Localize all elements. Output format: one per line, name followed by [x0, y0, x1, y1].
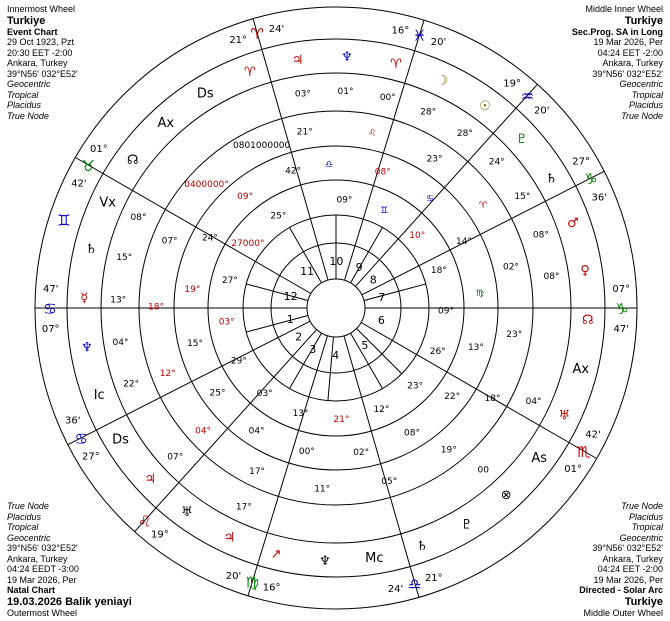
inner-wheel-label: 02° [502, 262, 519, 273]
planet-glyph-icon: As [531, 451, 548, 467]
outermost-wheel-info [7, 501, 132, 618]
cusp-minute: 24' [387, 583, 404, 595]
chart-type: Directed - Solar Arc [579, 585, 663, 595]
planet-degree: 13° [110, 295, 127, 306]
zodiac-setting: Geocentric [619, 532, 663, 543]
inner-wheel-label: 14° [456, 236, 473, 247]
planet-glyph-icon: ♃ [291, 52, 304, 68]
chart-type: Natal Chart [7, 585, 56, 595]
chart-place: Ankara, Turkey [602, 553, 663, 564]
planet-degree: 04° [112, 338, 129, 349]
inner-wheel-label: 10° [409, 230, 426, 241]
planet-degree: 24° [488, 157, 505, 168]
wheel-caption: Outermost Wheel [7, 607, 78, 618]
inner-wheel-label: 13° [467, 343, 484, 354]
cusp-minute: 36' [64, 415, 81, 427]
planet-glyph-icon: Ax [572, 361, 590, 377]
planet-degree: 08° [532, 230, 549, 241]
inner-wheel-labels [148, 128, 522, 495]
inner-wheel-label: 25° [209, 388, 226, 399]
wheel-caption: Middle Inner Wheel [585, 4, 663, 14]
chart-name: 19.03.2026 Balik yeniayi [7, 595, 132, 608]
cusp-minute: 47' [42, 284, 59, 296]
inner-wheel-label: 12° [159, 368, 176, 379]
planet-glyph-icon: ⊗ [500, 487, 512, 503]
zodiac-sign-icon: ♋ [43, 300, 57, 318]
cusp-degree: 27° [81, 451, 100, 463]
inner-wheel-label: 21° [333, 414, 350, 425]
planet-degree: 04° [525, 397, 542, 408]
inner-wheel-label: ♊ [380, 206, 389, 217]
house-number: 1 [286, 312, 294, 326]
cusp-minute: 20' [225, 571, 242, 583]
inner-wheel-label: 08° [374, 167, 391, 178]
zodiac-setting: Placidus [7, 100, 42, 110]
house-number: 6 [377, 314, 385, 328]
zodiac-sign-icon: ♌ [137, 512, 152, 531]
inner-wheel-label: 18° [484, 393, 501, 404]
planet-glyph-icon: ♃ [223, 530, 236, 546]
planet-glyph-icon: ♇ [460, 517, 473, 533]
planet-glyph-icon: ☊ [127, 152, 139, 168]
inner-wheel-label: 12° [373, 405, 390, 416]
planet-glyph-icon: ♄ [85, 242, 98, 258]
planet-glyph-icon: Mc [365, 551, 384, 567]
inner-wheel-label: 42° [285, 166, 302, 177]
chart-coords: 39°N56' 032°E52' [592, 543, 663, 553]
planet-glyph-icon: ♈ [390, 57, 402, 73]
zodiac-setting: Tropical [631, 89, 663, 100]
inner-wheel-label: 04° [248, 426, 265, 437]
cusp-degree: 19° [151, 529, 169, 541]
zodiac-setting: Tropical [7, 89, 39, 100]
wheel-caption: Innermost Wheel [7, 4, 76, 14]
planet-glyph-icon: ♀ [580, 263, 590, 279]
inner-wheel-label: 17° [249, 466, 266, 477]
planet-glyph-icon: ♄ [416, 538, 429, 554]
wheel-ring [307, 279, 365, 337]
planet-glyph-icon: ☊ [581, 312, 594, 328]
planet-degree: 08° [543, 271, 560, 282]
house-cusp-line [362, 171, 604, 294]
zodiac-setting: Geocentric [7, 79, 51, 89]
cusp-minute: 01° [564, 463, 582, 475]
chart-date: 19 Mar 2026, Per [593, 574, 663, 585]
cusp-degree: 21° [424, 572, 443, 584]
zodiac-setting: Placidus [628, 100, 663, 110]
inner-wheel-label: 05° [381, 476, 398, 487]
house-cusp-line [245, 336, 331, 596]
cusp-degree: 07° [41, 323, 60, 335]
zodiac-setting: Placidus [628, 511, 663, 522]
cusp-degree: 42' [71, 178, 87, 190]
inner-wheel-label: 29° [230, 356, 247, 367]
cusp-minute: 20' [533, 105, 550, 117]
chart-coords: 39°N56' 032°E52' [7, 68, 78, 79]
inner-wheel-label: ♈ [479, 201, 488, 212]
cusp-minute: 36' [591, 192, 608, 204]
cusp-minute: 01° [90, 144, 108, 156]
planet-glyph-icon: ☉ [479, 98, 491, 114]
inner-wheel-label: 23° [506, 330, 523, 341]
inner-wheel-label: 11° [314, 484, 331, 495]
inner-wheel-label: 09° [237, 191, 254, 202]
inner-wheel-label: 19° [184, 284, 201, 295]
chart-time: 04:24 EET -2:00 [597, 47, 663, 58]
zodiac-sign-icon: ♑ [615, 300, 629, 318]
planet-glyph-icon: ♆ [341, 50, 353, 66]
inner-wheel-label: 22° [444, 391, 461, 402]
house-number: 10 [329, 255, 344, 269]
inner-wheel-label: ♋ [425, 194, 435, 205]
inner-wheel-label: 21° [296, 127, 313, 138]
planet-degree: 00° [379, 93, 396, 104]
zodiac-setting: Tropical [7, 522, 39, 532]
planet-glyph-icon: ☽ [436, 73, 449, 89]
chart-name: Turkiye [624, 14, 663, 27]
planet-glyph-icon: ♇ [515, 131, 528, 147]
house-number: 9 [355, 261, 363, 275]
cusp-degree: 07° [612, 284, 631, 296]
planet-glyph-icon: ♄ [545, 171, 558, 187]
inner-wheel-label: 15° [187, 339, 204, 350]
planet-glyph-icon: ♆ [319, 553, 331, 569]
inner-wheel-label: 07° [161, 236, 178, 247]
inner-wheel-label: 13° [292, 409, 309, 420]
chart-date: 19 Mar 2026, Per [7, 574, 77, 585]
zodiac-sign-icon: ♉ [81, 157, 96, 175]
inner-wheel-label: 23° [407, 381, 424, 392]
inner-wheel-label: 18° [148, 302, 164, 313]
inner-wheel-label: 0400000° [184, 179, 229, 190]
chart-type: Event Chart [7, 26, 58, 37]
planet-glyph-icon: ♂ [566, 215, 579, 231]
zodiac-setting: Placidus [7, 511, 42, 522]
zodiac-setting: Geocentric [7, 532, 51, 543]
chart-type: Sec.Prog. SA in Long [571, 26, 663, 37]
house-cusp-line [344, 20, 427, 280]
cusp-minute: 47' [613, 323, 630, 335]
chart-time: 20:30 EET -2:00 [7, 47, 73, 58]
planet-degree: 03° [294, 89, 311, 100]
inner-wheel-label: 0801000000 [233, 141, 291, 152]
inner-wheel-label: 18° [430, 265, 447, 276]
zodiac-setting: Geocentric [619, 79, 663, 89]
inner-wheel-label: 27° [221, 276, 238, 287]
planet-glyph-icon: Ic [93, 388, 105, 404]
zodiac-sign-icon: ♊ [57, 211, 71, 230]
planet-degree: 15° [514, 191, 531, 202]
inner-wheel-label: 08° [404, 428, 420, 439]
chart-place: Ankara, Turkey [602, 58, 663, 68]
planet-degree: 28° [420, 107, 437, 118]
planet-glyph-icon: ♆ [81, 340, 93, 356]
chart-place: Ankara, Turkey [7, 553, 68, 564]
cusp-degree: 42' [585, 429, 601, 441]
inner-wheel-label: 24° [201, 233, 218, 244]
planet-degree: 22° [123, 379, 140, 390]
cusp-degree: 27° [572, 156, 591, 168]
planet-glyph-icon: Ax [157, 116, 175, 132]
cusp-degree: 19° [503, 78, 521, 90]
zodiac-sign-icon: ♒ [520, 87, 535, 106]
chart-coords: 39°N56' 032°E52' [592, 68, 663, 79]
zodiac-setting: Tropical [631, 522, 663, 532]
zodiac-sign-icon: ♎ [408, 574, 422, 593]
innermost-wheel-info [7, 4, 78, 121]
planet-degree: 15° [116, 253, 133, 264]
inner-wheel-label: 25° [270, 211, 287, 222]
zodiac-sign-icon: ♏ [576, 443, 591, 461]
planet-degree: 07° [167, 452, 184, 463]
chart-date: 19 Mar 2026, Per [593, 37, 663, 47]
house-number: 7 [378, 291, 386, 305]
inner-wheel-label: ♌ [368, 128, 377, 139]
cusp-degree: 21° [229, 35, 248, 47]
house-number: 3 [309, 342, 317, 356]
cusp-minute: 20' [430, 36, 447, 48]
inner-wheel-label: 09° [438, 306, 454, 317]
cusp-degree: 16° [391, 25, 410, 37]
planet-glyph-icon: ↗ [270, 546, 282, 562]
inner-wheel-label: 26° [429, 346, 446, 357]
zodiac-setting: True Node [7, 501, 49, 511]
inner-wheel-label: 23° [426, 154, 443, 165]
chart-date: 29 Oct 1923, Pzt [7, 37, 75, 47]
planet-degree: 08° [130, 212, 147, 223]
zodiac-setting: True Node [621, 110, 663, 121]
inner-wheel-label: 04° [195, 426, 212, 437]
house-division-line [328, 337, 334, 401]
planet-degree: 17° [235, 502, 252, 513]
chart-place: Ankara, Turkey [7, 58, 68, 68]
planet-degree: 00 [477, 465, 490, 476]
planet-degree: 01° [337, 87, 354, 98]
planet-glyph-icon: ♃ [144, 472, 157, 488]
chart-name: Turkiye [7, 14, 46, 27]
wheel-caption: Middle Outer Wheel [583, 607, 663, 618]
zodiac-sign-icon: ♓ [412, 26, 427, 45]
inner-wheel-label: 03° [218, 317, 235, 328]
house-division-line [364, 284, 426, 301]
house-number: 12 [283, 289, 298, 303]
middle-outer-wheel-info [579, 501, 663, 618]
zodiac-setting: True Node [7, 110, 49, 121]
planet-glyph-icon: Ds [112, 432, 129, 448]
chart-time: 04:24 EET -2:00 [597, 564, 663, 574]
house-cusp-line [135, 330, 317, 532]
planet-glyph-icon: Ds [196, 86, 214, 102]
house-number: 5 [361, 339, 369, 353]
chart-time: 04:24 EEDT -3:00 [7, 564, 79, 574]
house-division-line [246, 316, 308, 333]
inner-wheel-label: ♎ [324, 160, 333, 171]
inner-wheel-label: 27000° [231, 239, 265, 250]
house-cusp-line [75, 158, 311, 294]
inner-wheel-label: 02° [353, 447, 370, 458]
middle-inner-wheel-info [572, 4, 663, 121]
house-number: 11 [300, 264, 315, 278]
planet-degree: 28° [456, 129, 473, 140]
planet-glyph-icon: ☿ [80, 291, 89, 307]
zodiac-sign-icon: ♑ [584, 170, 598, 189]
inner-wheel-label: 03° [256, 388, 273, 399]
planet-glyph-icon: ♅ [181, 505, 193, 521]
house-number: 8 [369, 273, 377, 287]
inner-wheel-label: 19° [440, 445, 457, 456]
cusp-minute: 24' [268, 24, 285, 36]
house-cusp-line [355, 84, 537, 286]
inner-wheel-label: 09° [336, 195, 353, 206]
cusp-degree: 16° [262, 582, 281, 594]
house-number: 4 [332, 348, 340, 362]
chart-coords: 39°N56' 032°E52' [7, 543, 78, 553]
zodiac-setting: True Node [621, 501, 663, 511]
chart-name: Turkiye [624, 595, 663, 608]
planet-glyph-icon: ♈ [243, 65, 256, 81]
zodiac-sign-icon: ♍ [245, 573, 260, 592]
planet-glyph-icon: ♅ [558, 408, 571, 424]
zodiac-sign-icon: ♋ [74, 429, 88, 448]
house-number: 2 [295, 330, 303, 344]
planet-glyph-icon: Vx [99, 195, 116, 211]
inner-wheel-label: ♍ [476, 288, 485, 299]
inner-wheel-label: 00° [298, 447, 315, 458]
zodiac-sign-icon: ♈ [250, 25, 264, 44]
